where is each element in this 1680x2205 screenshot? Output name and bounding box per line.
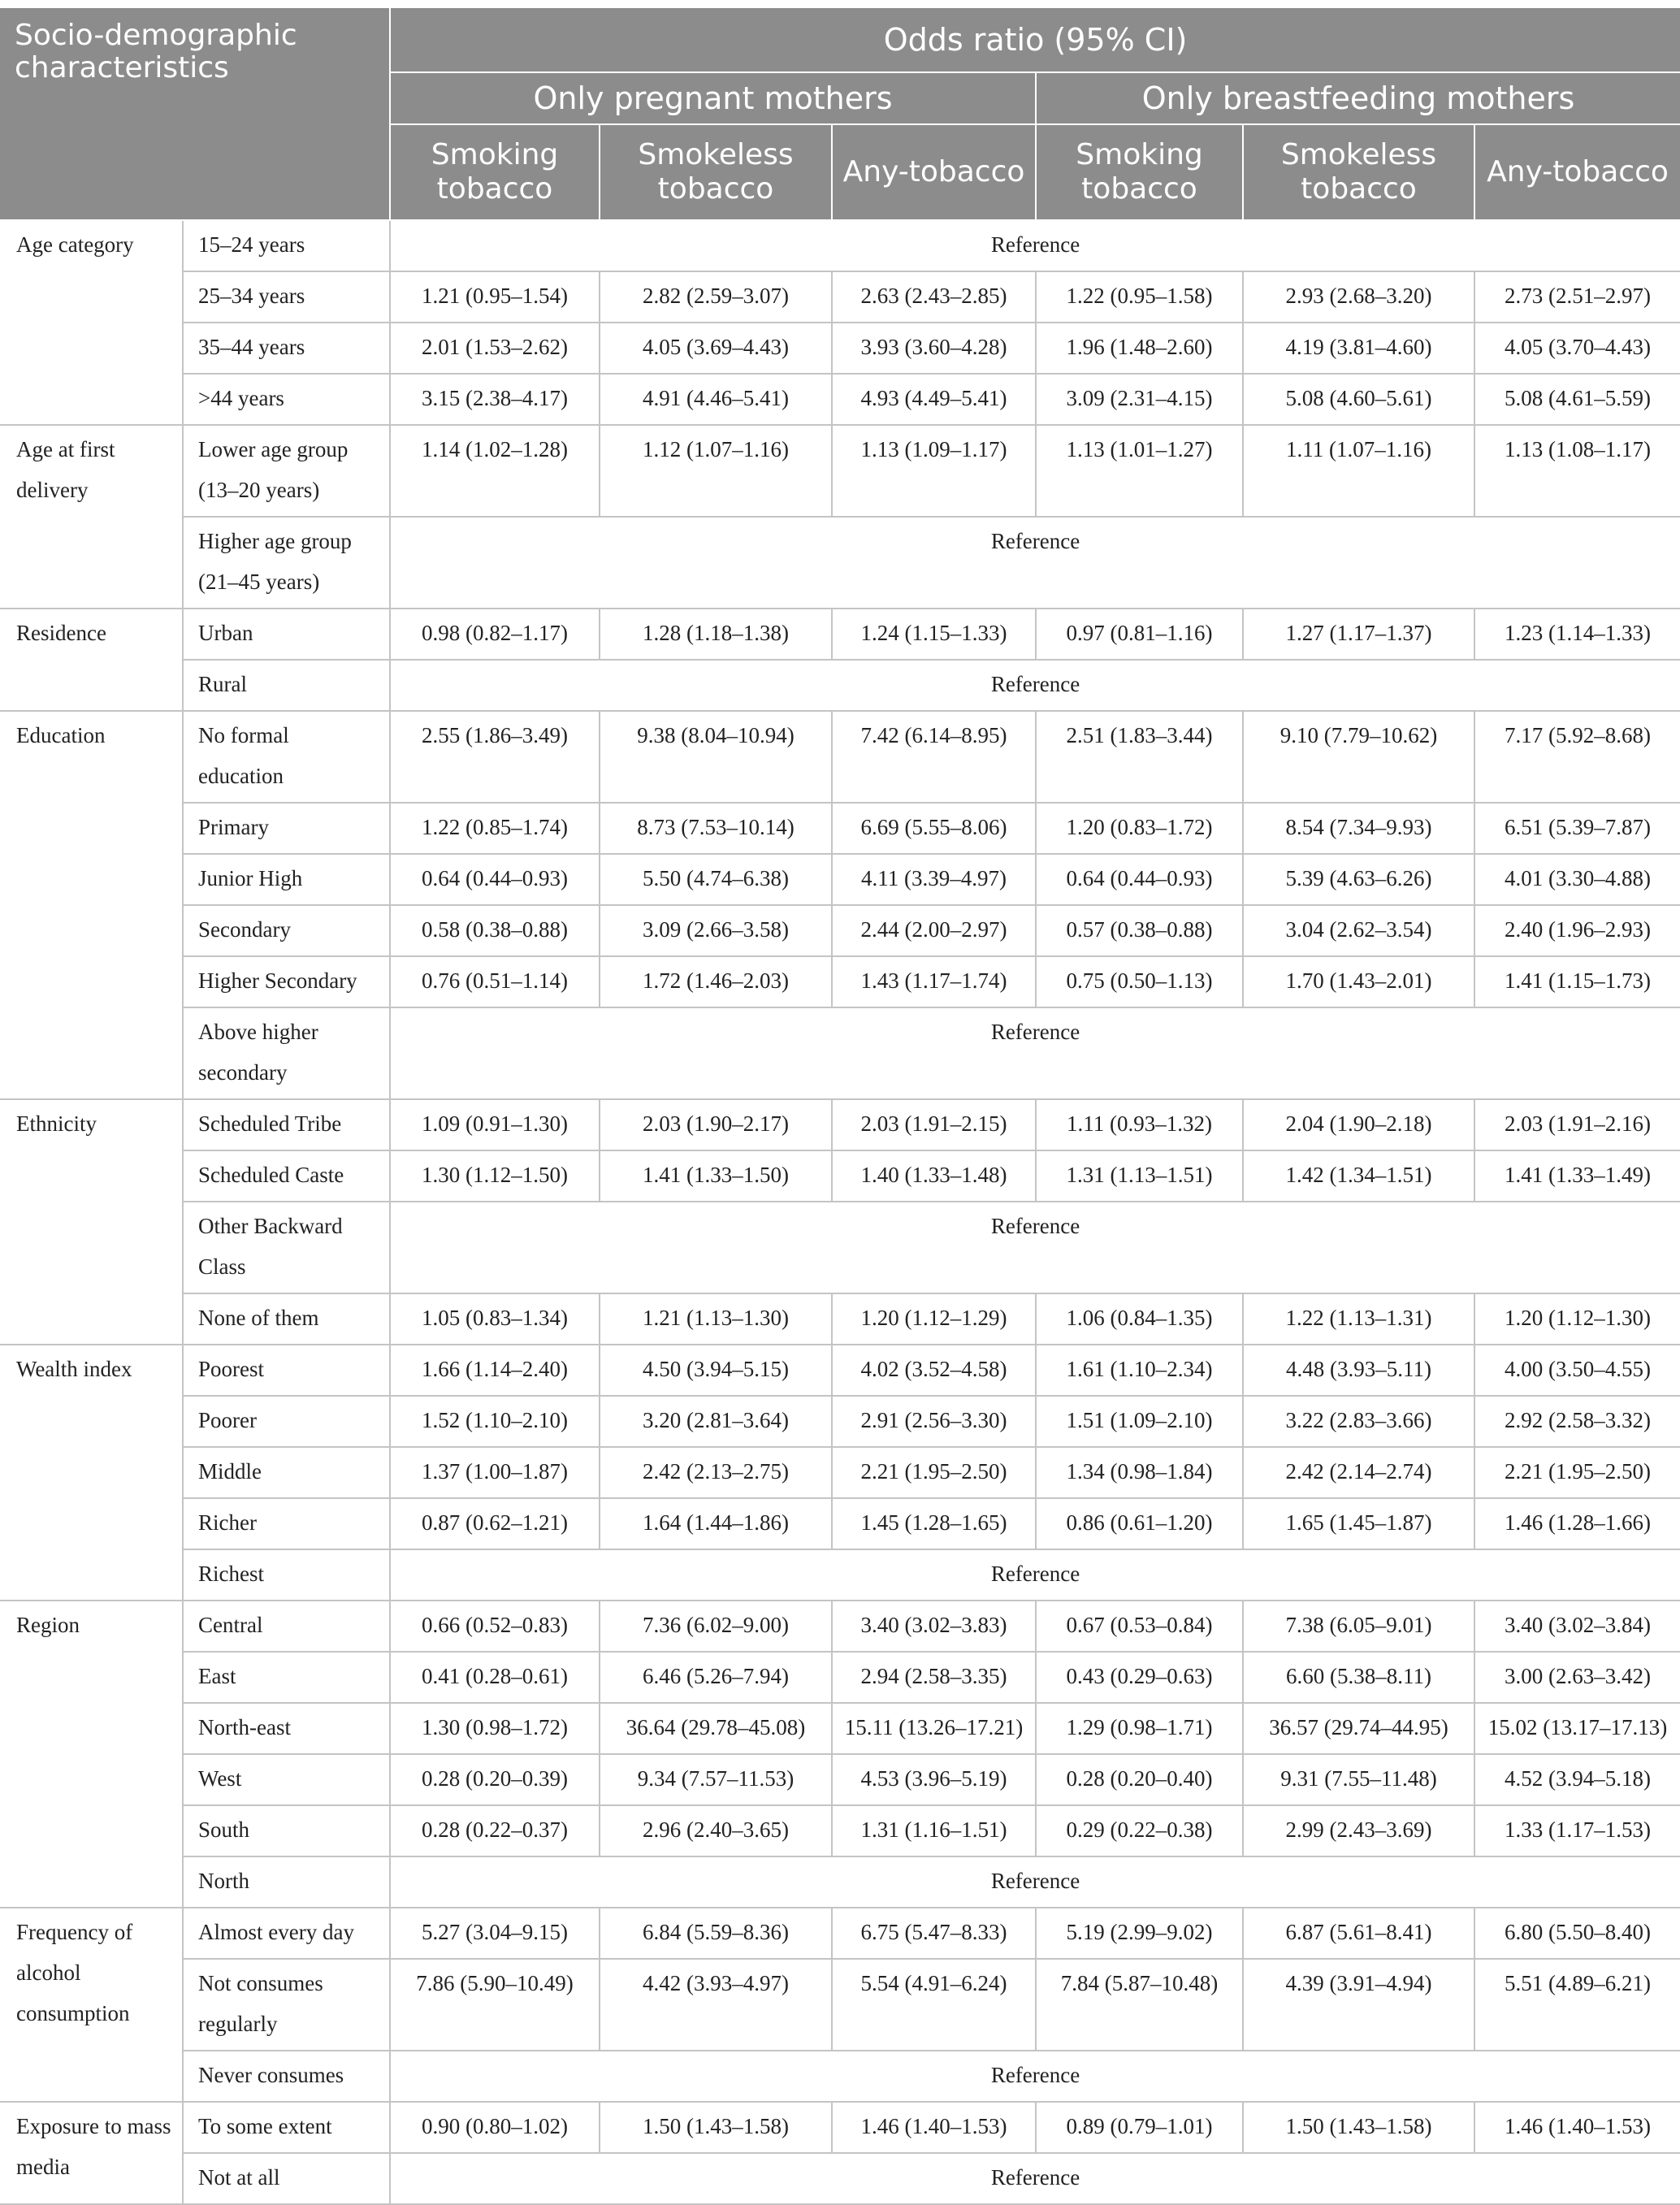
category-cell: Frequency of alcohol consumption <box>0 1908 183 2102</box>
odds-ratio-cell: 2.40 (1.96–2.93) <box>1474 905 1680 956</box>
odds-ratio-cell: 36.64 (29.78–45.08) <box>600 1703 832 1754</box>
odds-ratio-cell: 2.94 (2.58–3.35) <box>832 1652 1036 1703</box>
odds-ratio-cell: 1.22 (0.85–1.74) <box>390 803 600 854</box>
level-cell: Middle <box>183 1447 390 1498</box>
table-row <box>0 1908 1680 1959</box>
odds-ratio-cell: 4.19 (3.81–4.60) <box>1243 323 1474 374</box>
odds-ratio-cell: 1.06 (0.84–1.35) <box>1036 1293 1243 1345</box>
reference-cell: Reference <box>390 1856 1680 1908</box>
odds-ratio-cell: 1.31 (1.13–1.51) <box>1036 1150 1243 1202</box>
level-cell: West <box>183 1754 390 1805</box>
level-cell: To some extent <box>183 2102 390 2153</box>
odds-ratio-cell: 1.72 (1.46–2.03) <box>600 956 832 1007</box>
level-cell: Central <box>183 1601 390 1652</box>
category-cell: Exposure to mass media <box>0 2102 183 2204</box>
table-row <box>0 2102 1680 2153</box>
odds-ratio-cell: 7.17 (5.92–8.68) <box>1474 711 1680 803</box>
odds-ratio-cell: 1.13 (1.09–1.17) <box>832 425 1036 517</box>
level-cell: No formal education <box>183 711 390 803</box>
category-cell: Ethnicity <box>0 1099 183 1345</box>
odds-ratio-cell: 3.40 (3.02–3.83) <box>832 1601 1036 1652</box>
odds-ratio-cell: 0.64 (0.44–0.93) <box>390 854 600 905</box>
table-row <box>0 1202 1680 1293</box>
header-row-top <box>0 8 1680 72</box>
odds-ratio-cell: 2.91 (2.56–3.30) <box>832 1396 1036 1447</box>
odds-ratio-cell: 2.21 (1.95–2.50) <box>1474 1447 1680 1498</box>
odds-ratio-cell: 0.75 (0.50–1.13) <box>1036 956 1243 1007</box>
table-row <box>0 803 1680 854</box>
odds-ratio-cell: 3.93 (3.60–4.28) <box>832 323 1036 374</box>
odds-ratio-cell: 6.84 (5.59–8.36) <box>600 1908 832 1959</box>
odds-ratio-cell: 8.73 (7.53–10.14) <box>600 803 832 854</box>
odds-ratio-cell: 1.64 (1.44–1.86) <box>600 1498 832 1549</box>
odds-ratio-cell: 36.57 (29.74–44.95) <box>1243 1703 1474 1754</box>
odds-ratio-cell: 2.63 (2.43–2.85) <box>832 271 1036 323</box>
odds-ratio-cell: 4.05 (3.70–4.43) <box>1474 323 1680 374</box>
odds-ratio-cell: 1.37 (1.00–1.87) <box>390 1447 600 1498</box>
odds-ratio-cell: 4.93 (4.49–5.41) <box>832 374 1036 425</box>
table-row <box>0 1498 1680 1549</box>
level-cell: Secondary <box>183 905 390 956</box>
odds-ratio-cell: 0.58 (0.38–0.88) <box>390 905 600 956</box>
odds-ratio-cell: 6.60 (5.38–8.11) <box>1243 1652 1474 1703</box>
odds-ratio-cell: 4.52 (3.94–5.18) <box>1474 1754 1680 1805</box>
odds-ratio-cell: 1.12 (1.07–1.16) <box>600 425 832 517</box>
odds-ratio-cell: 1.13 (1.08–1.17) <box>1474 425 1680 517</box>
odds-ratio-cell: 5.08 (4.61–5.59) <box>1474 374 1680 425</box>
table-row <box>0 854 1680 905</box>
table-row <box>0 1345 1680 1396</box>
level-cell: Rural <box>183 660 390 711</box>
reference-cell: Reference <box>390 1007 1680 1099</box>
odds-ratio-cell: 1.28 (1.18–1.38) <box>600 609 832 660</box>
odds-ratio-cell: 4.48 (3.93–5.11) <box>1243 1345 1474 1396</box>
odds-ratio-cell: 9.31 (7.55–11.48) <box>1243 1754 1474 1805</box>
level-cell: Scheduled Tribe <box>183 1099 390 1150</box>
table-row <box>0 1703 1680 1754</box>
table-row <box>0 660 1680 711</box>
odds-ratio-cell: 1.14 (1.02–1.28) <box>390 425 600 517</box>
odds-ratio-cell: 1.21 (0.95–1.54) <box>390 271 600 323</box>
odds-ratio-cell: 4.00 (3.50–4.55) <box>1474 1345 1680 1396</box>
reference-cell: Reference <box>390 1202 1680 1293</box>
odds-ratio-cell: 0.28 (0.22–0.37) <box>390 1805 600 1856</box>
odds-ratio-cell: 4.53 (3.96–5.19) <box>832 1754 1036 1805</box>
header-odds-ratio: Odds ratio (95% CI) <box>390 8 1680 72</box>
odds-ratio-cell: 5.08 (4.60–5.61) <box>1243 374 1474 425</box>
odds-ratio-cell: 7.36 (6.02–9.00) <box>600 1601 832 1652</box>
odds-ratio-cell: 6.69 (5.55–8.06) <box>832 803 1036 854</box>
table-row <box>0 1754 1680 1805</box>
odds-ratio-cell: 6.51 (5.39–7.87) <box>1474 803 1680 854</box>
level-cell: Primary <box>183 803 390 854</box>
odds-ratio-cell: 2.44 (2.00–2.97) <box>832 905 1036 956</box>
odds-ratio-cell: 8.54 (7.34–9.93) <box>1243 803 1474 854</box>
odds-ratio-cell: 0.41 (0.28–0.61) <box>390 1652 600 1703</box>
category-cell: Age category <box>0 220 183 425</box>
odds-ratio-cell: 2.42 (2.14–2.74) <box>1243 1447 1474 1498</box>
odds-ratio-cell: 0.66 (0.52–0.83) <box>390 1601 600 1652</box>
level-cell: Not consumes regularly <box>183 1959 390 2051</box>
odds-ratio-cell: 3.22 (2.83–3.66) <box>1243 1396 1474 1447</box>
odds-ratio-cell: 1.29 (0.98–1.71) <box>1036 1703 1243 1754</box>
reference-cell: Reference <box>390 2153 1680 2204</box>
header-characteristics: Socio-demographic characteristics <box>0 8 390 220</box>
odds-ratio-cell: 4.39 (3.91–4.94) <box>1243 1959 1474 2051</box>
odds-ratio-cell: 1.20 (0.83–1.72) <box>1036 803 1243 854</box>
level-cell: Urban <box>183 609 390 660</box>
odds-ratio-cell: 1.31 (1.16–1.51) <box>832 1805 1036 1856</box>
odds-ratio-cell: 1.13 (1.01–1.27) <box>1036 425 1243 517</box>
table-row <box>0 1007 1680 1099</box>
odds-ratio-cell: 2.73 (2.51–2.97) <box>1474 271 1680 323</box>
odds-ratio-cell: 2.03 (1.91–2.16) <box>1474 1099 1680 1150</box>
odds-ratio-cell: 1.34 (0.98–1.84) <box>1036 1447 1243 1498</box>
odds-ratio-cell: 3.09 (2.31–4.15) <box>1036 374 1243 425</box>
table-row <box>0 609 1680 660</box>
odds-ratio-cell: 6.46 (5.26–7.94) <box>600 1652 832 1703</box>
odds-ratio-cell: 1.45 (1.28–1.65) <box>832 1498 1036 1549</box>
level-cell: Scheduled Caste <box>183 1150 390 1202</box>
odds-ratio-cell: 4.11 (3.39–4.97) <box>832 854 1036 905</box>
level-cell: Other Backward Class <box>183 1202 390 1293</box>
odds-ratio-cell: 5.39 (4.63–6.26) <box>1243 854 1474 905</box>
odds-ratio-cell: 0.28 (0.20–0.39) <box>390 1754 600 1805</box>
odds-ratio-cell: 0.97 (0.81–1.16) <box>1036 609 1243 660</box>
odds-ratio-cell: 4.50 (3.94–5.15) <box>600 1345 832 1396</box>
odds-ratio-cell: 1.51 (1.09–2.10) <box>1036 1396 1243 1447</box>
odds-ratio-cell: 4.91 (4.46–5.41) <box>600 374 832 425</box>
header-subcolumn: Smokeless tobacco <box>1243 124 1474 220</box>
odds-ratio-cell: 0.87 (0.62–1.21) <box>390 1498 600 1549</box>
odds-ratio-cell: 0.64 (0.44–0.93) <box>1036 854 1243 905</box>
odds-ratio-cell: 2.21 (1.95–2.50) <box>832 1447 1036 1498</box>
table-row <box>0 1447 1680 1498</box>
odds-ratio-cell: 1.23 (1.14–1.33) <box>1474 609 1680 660</box>
odds-ratio-cell: 1.66 (1.14–2.40) <box>390 1345 600 1396</box>
reference-cell: Reference <box>390 220 1680 271</box>
table-row <box>0 271 1680 323</box>
level-cell: Above higher secondary <box>183 1007 390 1099</box>
odds-ratio-cell: 1.22 (1.13–1.31) <box>1243 1293 1474 1345</box>
category-cell: Wealth index <box>0 1345 183 1601</box>
odds-ratio-cell: 1.46 (1.40–1.53) <box>1474 2102 1680 2153</box>
odds-ratio-cell: 3.20 (2.81–3.64) <box>600 1396 832 1447</box>
level-cell: 15–24 years <box>183 220 390 271</box>
odds-ratio-cell: 3.15 (2.38–4.17) <box>390 374 600 425</box>
odds-ratio-cell: 5.19 (2.99–9.02) <box>1036 1908 1243 1959</box>
table-row <box>0 425 1680 517</box>
category-cell: Education <box>0 711 183 1099</box>
odds-ratio-cell: 1.24 (1.15–1.33) <box>832 609 1036 660</box>
category-cell: Region <box>0 1601 183 1908</box>
odds-ratio-cell: 2.99 (2.43–3.69) <box>1243 1805 1474 1856</box>
odds-ratio-cell: 5.54 (4.91–6.24) <box>832 1959 1036 2051</box>
table-row <box>0 2051 1680 2102</box>
reference-cell: Reference <box>390 1549 1680 1601</box>
table-row <box>0 1099 1680 1150</box>
odds-ratio-cell: 1.50 (1.43–1.58) <box>1243 2102 1474 2153</box>
odds-ratio-cell: 3.00 (2.63–3.42) <box>1474 1652 1680 1703</box>
odds-ratio-cell: 2.03 (1.91–2.15) <box>832 1099 1036 1150</box>
table-row <box>0 711 1680 803</box>
table-row <box>0 517 1680 609</box>
odds-ratio-cell: 1.40 (1.33–1.48) <box>832 1150 1036 1202</box>
header-group-pregnant: Only pregnant mothers <box>390 72 1036 124</box>
level-cell: North-east <box>183 1703 390 1754</box>
odds-ratio-cell: 4.01 (3.30–4.88) <box>1474 854 1680 905</box>
odds-ratio-cell: 3.09 (2.66–3.58) <box>600 905 832 956</box>
level-cell: Poorest <box>183 1345 390 1396</box>
table-row <box>0 905 1680 956</box>
header-subcolumn: Any-tobacco <box>1474 124 1680 220</box>
level-cell: Junior High <box>183 854 390 905</box>
odds-ratio-cell: 6.80 (5.50–8.40) <box>1474 1908 1680 1959</box>
level-cell: East <box>183 1652 390 1703</box>
level-cell: North <box>183 1856 390 1908</box>
reference-cell: Reference <box>390 2051 1680 2102</box>
table-row <box>0 1150 1680 1202</box>
odds-ratio-cell: 1.22 (0.95–1.58) <box>1036 271 1243 323</box>
odds-ratio-cell: 4.05 (3.69–4.43) <box>600 323 832 374</box>
odds-ratio-cell: 1.09 (0.91–1.30) <box>390 1099 600 1150</box>
odds-ratio-table <box>0 8 1680 2205</box>
header-group-breastfeeding: Only breastfeeding mothers <box>1036 72 1680 124</box>
level-cell: Higher Secondary <box>183 956 390 1007</box>
odds-ratio-cell: 7.86 (5.90–10.49) <box>390 1959 600 2051</box>
odds-ratio-cell: 0.89 (0.79–1.01) <box>1036 2102 1243 2153</box>
odds-ratio-cell: 15.11 (13.26–17.21) <box>832 1703 1036 1754</box>
table-row <box>0 1856 1680 1908</box>
table-body <box>0 220 1680 2204</box>
odds-ratio-cell: 5.27 (3.04–9.15) <box>390 1908 600 1959</box>
level-cell: Lower age group (13–20 years) <box>183 425 390 517</box>
table-row <box>0 2153 1680 2204</box>
level-cell: >44 years <box>183 374 390 425</box>
odds-ratio-cell: 4.42 (3.93–4.97) <box>600 1959 832 2051</box>
level-cell: Poorer <box>183 1396 390 1447</box>
odds-ratio-cell: 1.41 (1.33–1.50) <box>600 1150 832 1202</box>
odds-ratio-cell: 1.41 (1.15–1.73) <box>1474 956 1680 1007</box>
odds-ratio-cell: 2.82 (2.59–3.07) <box>600 271 832 323</box>
odds-ratio-cell: 3.04 (2.62–3.54) <box>1243 905 1474 956</box>
odds-ratio-cell: 2.01 (1.53–2.62) <box>390 323 600 374</box>
table-row <box>0 1601 1680 1652</box>
odds-ratio-cell: 1.05 (0.83–1.34) <box>390 1293 600 1345</box>
odds-ratio-cell: 1.46 (1.40–1.53) <box>832 2102 1036 2153</box>
reference-cell: Reference <box>390 660 1680 711</box>
header-subcolumn: Smokeless tobacco <box>600 124 832 220</box>
odds-ratio-cell: 1.20 (1.12–1.30) <box>1474 1293 1680 1345</box>
odds-ratio-cell: 0.28 (0.20–0.40) <box>1036 1754 1243 1805</box>
odds-ratio-cell: 2.93 (2.68–3.20) <box>1243 271 1474 323</box>
odds-ratio-cell: 5.50 (4.74–6.38) <box>600 854 832 905</box>
odds-ratio-cell: 15.02 (13.17–17.13) <box>1474 1703 1680 1754</box>
odds-ratio-cell: 2.92 (2.58–3.32) <box>1474 1396 1680 1447</box>
level-cell: Never consumes <box>183 2051 390 2102</box>
odds-ratio-cell: 2.96 (2.40–3.65) <box>600 1805 832 1856</box>
odds-ratio-cell: 1.65 (1.45–1.87) <box>1243 1498 1474 1549</box>
level-cell: None of them <box>183 1293 390 1345</box>
odds-ratio-cell: 0.67 (0.53–0.84) <box>1036 1601 1243 1652</box>
level-cell: South <box>183 1805 390 1856</box>
odds-ratio-cell: 7.38 (6.05–9.01) <box>1243 1601 1474 1652</box>
odds-ratio-cell: 1.30 (0.98–1.72) <box>390 1703 600 1754</box>
odds-ratio-cell: 6.87 (5.61–8.41) <box>1243 1908 1474 1959</box>
odds-ratio-cell: 1.50 (1.43–1.58) <box>600 2102 832 2153</box>
table-row <box>0 1959 1680 2051</box>
level-cell: Richest <box>183 1549 390 1601</box>
odds-ratio-cell: 1.42 (1.34–1.51) <box>1243 1150 1474 1202</box>
odds-ratio-cell: 2.51 (1.83–3.44) <box>1036 711 1243 803</box>
odds-ratio-cell: 1.30 (1.12–1.50) <box>390 1150 600 1202</box>
level-cell: Higher age group (21–45 years) <box>183 517 390 609</box>
odds-ratio-cell: 1.70 (1.43–2.01) <box>1243 956 1474 1007</box>
odds-ratio-cell: 4.02 (3.52–4.58) <box>832 1345 1036 1396</box>
odds-ratio-cell: 1.27 (1.17–1.37) <box>1243 609 1474 660</box>
header-subcolumn: Any-tobacco <box>832 124 1036 220</box>
odds-ratio-cell: 0.43 (0.29–0.63) <box>1036 1652 1243 1703</box>
odds-ratio-cell: 7.42 (6.14–8.95) <box>832 711 1036 803</box>
header-subcolumn: Smoking tobacco <box>390 124 600 220</box>
odds-ratio-cell: 0.76 (0.51–1.14) <box>390 956 600 1007</box>
reference-cell: Reference <box>390 517 1680 609</box>
odds-ratio-cell: 6.75 (5.47–8.33) <box>832 1908 1036 1959</box>
odds-ratio-cell: 1.33 (1.17–1.53) <box>1474 1805 1680 1856</box>
odds-ratio-cell: 2.42 (2.13–2.75) <box>600 1447 832 1498</box>
odds-ratio-cell: 1.11 (0.93–1.32) <box>1036 1099 1243 1150</box>
odds-ratio-cell: 3.40 (3.02–3.84) <box>1474 1601 1680 1652</box>
odds-ratio-cell: 1.52 (1.10–2.10) <box>390 1396 600 1447</box>
odds-ratio-cell: 1.46 (1.28–1.66) <box>1474 1498 1680 1549</box>
table-row <box>0 1549 1680 1601</box>
level-cell: Richer <box>183 1498 390 1549</box>
odds-ratio-cell: 0.98 (0.82–1.17) <box>390 609 600 660</box>
odds-ratio-cell: 5.51 (4.89–6.21) <box>1474 1959 1680 2051</box>
odds-ratio-cell: 9.10 (7.79–10.62) <box>1243 711 1474 803</box>
category-cell: Age at first delivery <box>0 425 183 609</box>
table-row <box>0 323 1680 374</box>
table-row <box>0 220 1680 271</box>
odds-ratio-cell: 9.34 (7.57–11.53) <box>600 1754 832 1805</box>
table-row <box>0 1396 1680 1447</box>
table-row <box>0 1293 1680 1345</box>
table-row <box>0 956 1680 1007</box>
header-subcolumn: Smoking tobacco <box>1036 124 1243 220</box>
level-cell: 35–44 years <box>183 323 390 374</box>
odds-ratio-cell: 1.61 (1.10–2.34) <box>1036 1345 1243 1396</box>
category-cell: Residence <box>0 609 183 711</box>
odds-ratio-cell: 1.96 (1.48–2.60) <box>1036 323 1243 374</box>
level-cell: Almost every day <box>183 1908 390 1959</box>
odds-ratio-cell: 7.84 (5.87–10.48) <box>1036 1959 1243 2051</box>
odds-ratio-cell: 0.57 (0.38–0.88) <box>1036 905 1243 956</box>
odds-ratio-cell: 2.03 (1.90–2.17) <box>600 1099 832 1150</box>
odds-ratio-cell: 0.90 (0.80–1.02) <box>390 2102 600 2153</box>
odds-ratio-cell: 1.41 (1.33–1.49) <box>1474 1150 1680 1202</box>
table-row <box>0 1805 1680 1856</box>
odds-ratio-cell: 2.04 (1.90–2.18) <box>1243 1099 1474 1150</box>
odds-ratio-cell: 1.21 (1.13–1.30) <box>600 1293 832 1345</box>
odds-ratio-cell: 1.11 (1.07–1.16) <box>1243 425 1474 517</box>
odds-ratio-cell: 0.29 (0.22–0.38) <box>1036 1805 1243 1856</box>
level-cell: 25–34 years <box>183 271 390 323</box>
level-cell: Not at all <box>183 2153 390 2204</box>
odds-ratio-cell: 0.86 (0.61–1.20) <box>1036 1498 1243 1549</box>
odds-ratio-cell: 2.55 (1.86–3.49) <box>390 711 600 803</box>
odds-ratio-cell: 9.38 (8.04–10.94) <box>600 711 832 803</box>
table-row <box>0 1652 1680 1703</box>
odds-ratio-cell: 1.20 (1.12–1.29) <box>832 1293 1036 1345</box>
odds-ratio-cell: 1.43 (1.17–1.74) <box>832 956 1036 1007</box>
table-row <box>0 374 1680 425</box>
